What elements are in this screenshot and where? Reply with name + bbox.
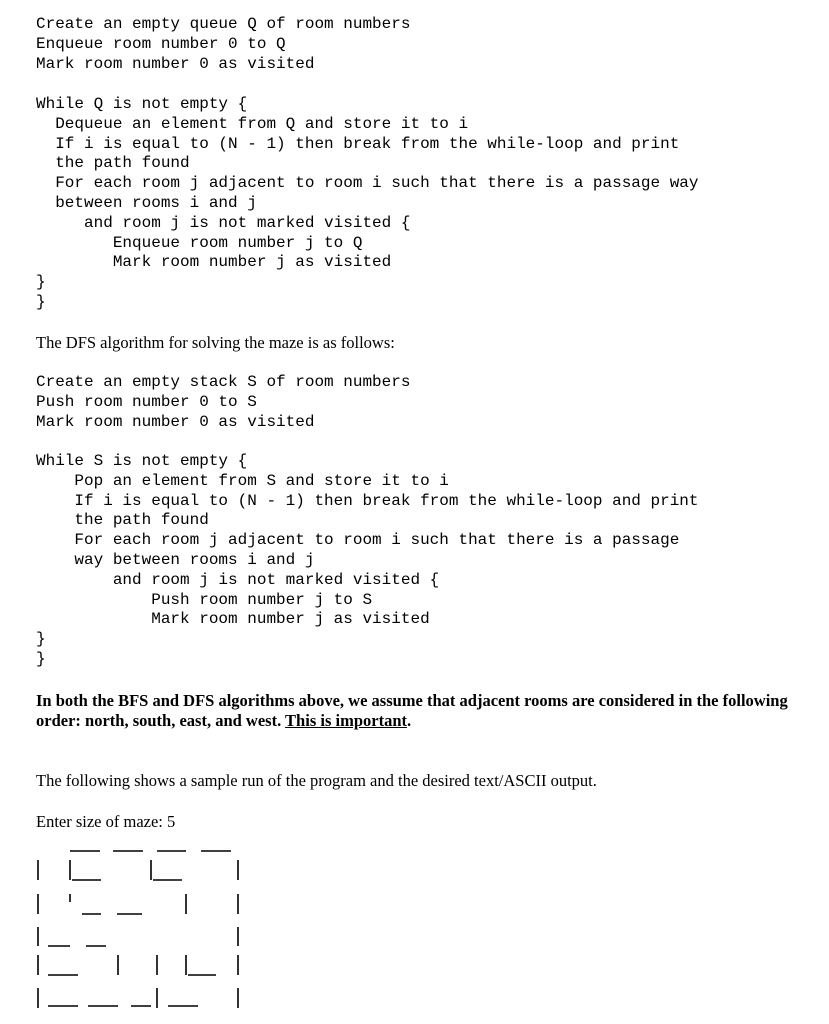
code-line: For each room j adjacent to room i such that there is a passage <box>36 531 680 550</box>
code-line: For each room j adjacent to room i such that there is a passage way <box>36 174 699 193</box>
code-line: way between rooms i and j <box>36 550 315 569</box>
code-line: Mark room number 0 as visited <box>36 412 315 431</box>
code-line: } <box>36 649 46 668</box>
code-line: While Q is not empty { <box>36 95 248 113</box>
code-line: and room j is not marked visited { <box>36 570 440 589</box>
code-line: } <box>36 273 46 292</box>
code-line: Push room number j to S <box>36 590 373 609</box>
code-line: Enqueue room number 0 to Q <box>36 34 286 53</box>
code-line: Dequeue an element from Q and store it to i <box>36 114 469 133</box>
code-line: Create an empty stack S of room numbers <box>36 373 411 391</box>
code-line: While S is not empty { <box>36 452 248 470</box>
sample-run-intro: The following shows a sample run of the program and the desired text/ASCII output. <box>36 771 597 790</box>
code-line: between rooms i and j <box>36 193 257 212</box>
code-line: and room j is not marked visited { <box>36 213 411 232</box>
code-line: Push room number 0 to S <box>36 392 257 411</box>
adjacency-order-note: In both the BFS and DFS algorithms above, we assume that adjacent rooms are considered in the following order: north, south, east, and west. This is important. <box>36 691 788 730</box>
code-line: } <box>36 292 46 311</box>
code-line: Pop an element from S and store it to i <box>36 471 449 490</box>
note-text: In both the BFS and DFS algorithms above, we assume that adjacent rooms are considered in the following order: north, south, east, and west. <box>36 691 788 730</box>
code-line: Mark room number j as visited <box>36 610 430 629</box>
dfs-intro-text: The DFS algorithm for solving the maze is as follows: <box>36 333 395 352</box>
code-line: Mark room number j as visited <box>36 253 392 272</box>
code-line: } <box>36 630 46 649</box>
code-line: Enqueue room number j to Q <box>36 233 363 252</box>
note-emphasis: This is important <box>285 711 407 730</box>
maze-size-prompt: Enter size of maze: 5 <box>36 812 176 831</box>
code-line: Mark room number 0 as visited <box>36 54 315 73</box>
code-line: If i is equal to (N - 1) then break from the while-loop and print <box>36 491 699 510</box>
code-line: If i is equal to (N - 1) then break from the while-loop and print <box>36 134 680 153</box>
code-line: the path found <box>36 511 209 530</box>
code-line: Create an empty queue Q of room numbers <box>36 15 411 33</box>
code-line: the path found <box>36 154 190 173</box>
